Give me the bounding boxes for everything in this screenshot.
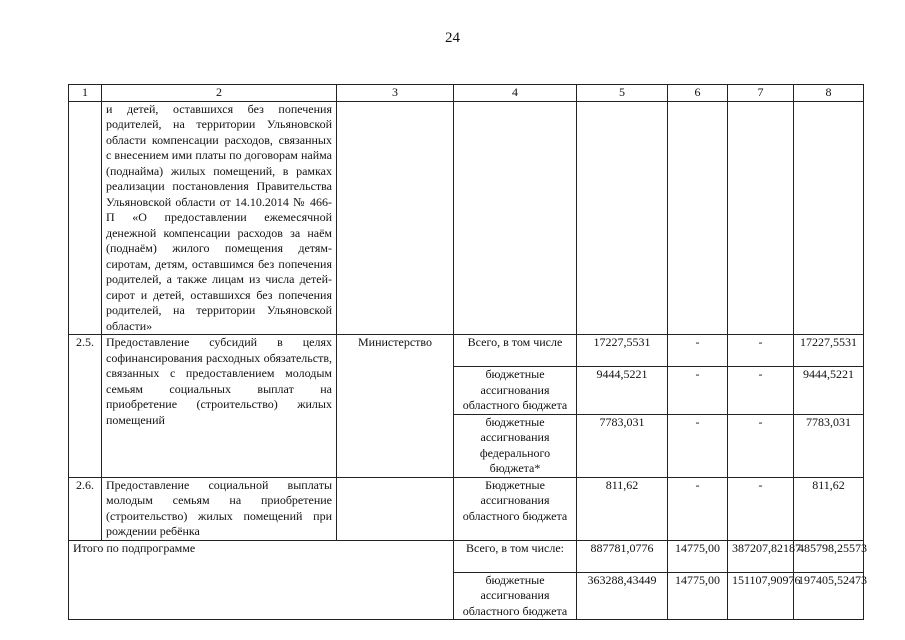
funding-source: бюджетные ассигнования федерального бюджета*: [454, 414, 577, 477]
value-cell: -: [668, 414, 728, 477]
total-label: Итого по подпрограмме: [69, 540, 454, 620]
col-header-4: 4: [454, 85, 577, 102]
col-header-8: 8: [794, 85, 864, 102]
value-cell: 14775,00: [668, 572, 728, 620]
value-cell: -: [668, 367, 728, 415]
row-executor: Министерство: [337, 335, 454, 478]
value-cell: 17227,5531: [794, 335, 864, 367]
value-cell: 197405,52473: [794, 572, 864, 620]
continuation-text: и детей, оставшихся без попечения родителей, на территории Ульяновской области компенсации расходов, связанных с внесением ими платы по договорам найма (поднайма) жилых помещений, в рамках реализации постановления Правительства Ульяновской области от 14.10.2014 № 466-П «О предоставлении ежемесячной денежной компенсации расходов за наём (поднаём) жилого помещения детям-сиротам, детям, оставшимся без попечения родителей, а также лицам из числа детей-сирот и детей, оставшихся без попечения родителей, на территории Ульяновской области»: [102, 101, 337, 335]
col-header-3: 3: [337, 85, 454, 102]
value-cell: 811,62: [577, 477, 668, 540]
value-cell: 151107,90976: [728, 572, 794, 620]
row-name: Предоставление субсидий в целях софинансирования расходных обязательств, связанных с предоставлением молодым семьям социальных выплат на приобретение (строительство) жилых помещений: [102, 335, 337, 478]
funding-source: Всего, в том числе:: [454, 540, 577, 572]
value-cell: 485798,25573: [794, 540, 864, 572]
value-cell: -: [728, 477, 794, 540]
value-cell: 9444,5221: [577, 367, 668, 415]
funding-source: бюджетные ассигнования областного бюджета: [454, 572, 577, 620]
row-number: 2.6.: [69, 477, 102, 540]
col-header-2: 2: [102, 85, 337, 102]
value-cell: -: [728, 414, 794, 477]
col-header-1: 1: [69, 85, 102, 102]
value-cell: -: [728, 335, 794, 367]
value-cell: 387207,82187: [728, 540, 794, 572]
value-cell: -: [668, 335, 728, 367]
value-cell: 14775,00: [668, 540, 728, 572]
table-row: [69, 335, 864, 367]
value-cell: 9444,5221: [794, 367, 864, 415]
col-header-7: 7: [728, 85, 794, 102]
value-cell: 811,62: [794, 477, 864, 540]
row-executor: [337, 477, 454, 540]
row-name: Предоставление социальной выплаты молодым семьям на приобретение (строительство) жилых помещений при рождении ребёнка: [102, 477, 337, 540]
row-number: 2.5.: [69, 335, 102, 478]
col-header-6: 6: [668, 85, 728, 102]
continuation-row: [69, 101, 864, 335]
budget-table: [68, 84, 867, 620]
page-number: 24: [445, 30, 460, 46]
value-cell: 7783,031: [794, 414, 864, 477]
funding-source: бюджетные ассигнования областного бюджета: [454, 367, 577, 415]
value-cell: 363288,43449: [577, 572, 668, 620]
value-cell: 887781,0776: [577, 540, 668, 572]
funding-source: Бюджетные ассигнования областного бюджета: [454, 477, 577, 540]
value-cell: -: [728, 367, 794, 415]
value-cell: 7783,031: [577, 414, 668, 477]
value-cell: -: [668, 477, 728, 540]
value-cell: 17227,5531: [577, 335, 668, 367]
table-row: [69, 477, 864, 540]
total-row: [69, 540, 864, 572]
col-header-5: 5: [577, 85, 668, 102]
header-row: [69, 85, 864, 102]
funding-source: Всего, в том числе: [454, 335, 577, 367]
